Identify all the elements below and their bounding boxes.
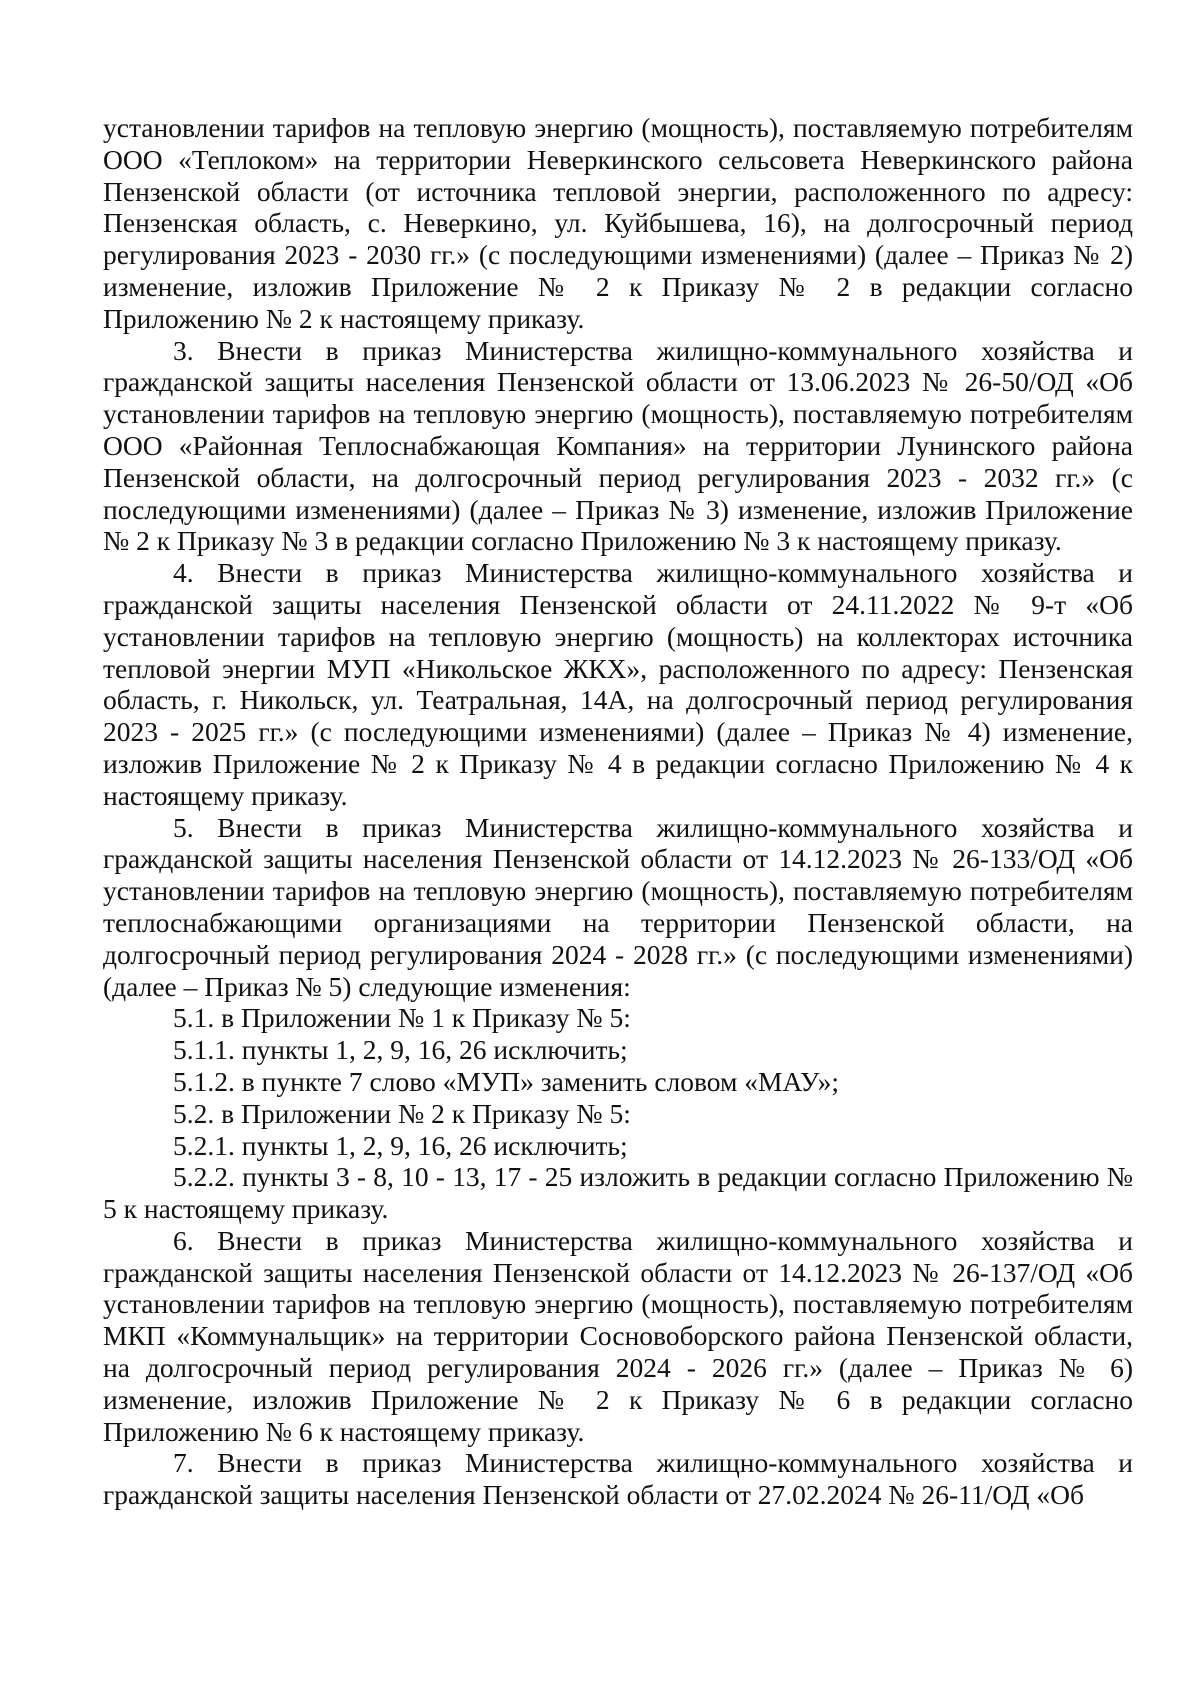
paragraph-5-1-1: 5.1.1. пункты 1, 2, 9, 16, 26 исключить; — [173, 1034, 628, 1066]
paragraph-5-2: 5.2. в Приложении № 2 к Приказу № 5: — [173, 1097, 631, 1129]
paragraph-5-2-2: 5.2.2. пункты 3 - 8, 10 - 13, 17 - 25 изложить в редакции согласно Приложению № 5 к настоящему приказу. — [103, 1161, 1133, 1225]
paragraph-3: 3. Внести в приказ Министерства жилищно-коммунального хозяйства и гражданской защиты населения Пензенской области от 13.06.2023 № 26-50/ОД «Об установлении тарифов на тепловую энергию (мощность), поставляемую потребителям ООО «Районная Теплоснабжающая Компания» на территории Лунинского района Пензенской области, на долгосрочный период регулирования 2023 - 2032 гг.» (с последующими изменениями) (далее – Приказ № 3) изменение, изложив Приложение № 2 к Приказу № 3 в редакции согласно Приложению № 3 к настоящему приказу. — [103, 334, 1133, 557]
paragraph-7: 7. Внести в приказ Министерства жилищно-коммунального хозяйства и гражданской защиты населения Пензенской области от 27.02.2024 № 26-11/ОД «Об — [103, 1447, 1133, 1511]
paragraph-5-1-2: 5.1.2. в пункте 7 слово «МУП» заменить словом «МАУ»; — [173, 1065, 840, 1097]
paragraph-4: 4. Внести в приказ Министерства жилищно-коммунального хозяйства и гражданской защиты населения Пензенской области от 24.11.2022 № 9-т «Об установлении тарифов на тепловую энергию (мощность) на коллекторах источника тепловой энергии МУП «Никольское ЖКХ», расположенного по адресу: Пензенская область, г. Никольск, ул. Театральная, 14А, на долгосрочный период регулирования 2023 - 2025 гг.» (с последующими изменениями) (далее – Приказ № 4) изменение, изложив Приложение № 2 к Приказу № 4 в редакции согласно Приложению № 4 к настоящему приказу. — [103, 557, 1133, 811]
paragraph-5-1: 5.1. в Приложении № 1 к Приказу № 5: — [173, 1002, 631, 1034]
paragraph-6: 6. Внести в приказ Министерства жилищно-коммунального хозяйства и гражданской защиты населения Пензенской области от 14.12.2023 № 26-137/ОД «Об установлении тарифов на тепловую энергию (мощность), поставляемую потребителям МКП «Коммунальщик» на территории Сосновоборского района Пензенской области, на долгосрочный период регулирования 2024 - 2026 гг.» (далее – Приказ № 6) изменение, изложив Приложение № 2 к Приказу № 6 в редакции согласно Приложению № 6 к настоящему приказу. — [103, 1224, 1133, 1447]
paragraph-2-continuation: установлении тарифов на тепловую энергию (мощность), поставляемую потребителям ООО «Теплоком» на территории Неверкинского сельсовета Неверкинского района Пензенской области (от источника тепловой энергии, расположенного по адресу: Пензенская область, с. Неверкино, ул. Куйбышева, 16), на долгосрочный период регулирования 2023 - 2030 гг.» (с последующими изменениями) (далее – Приказ № 2) изменение, изложив Приложение № 2 к Приказу № 2 в редакции согласно Приложению № 2 к настоящему приказу. — [103, 112, 1133, 334]
paragraph-5-2-1: 5.2.1. пункты 1, 2, 9, 16, 26 исключить; — [173, 1129, 628, 1161]
paragraph-5: 5. Внести в приказ Министерства жилищно-коммунального хозяйства и гражданской защиты населения Пензенской области от 14.12.2023 № 26-133/ОД «Об установлении тарифов на тепловую энергию (мощность), поставляемую потребителям теплоснабжающими организациями на территории Пензенской области, на долгосрочный период регулирования 2024 - 2028 гг.» (с последующими изменениями) (далее – Приказ № 5) следующие изменения: — [103, 811, 1133, 1002]
document-page — [103, 112, 1133, 1511]
